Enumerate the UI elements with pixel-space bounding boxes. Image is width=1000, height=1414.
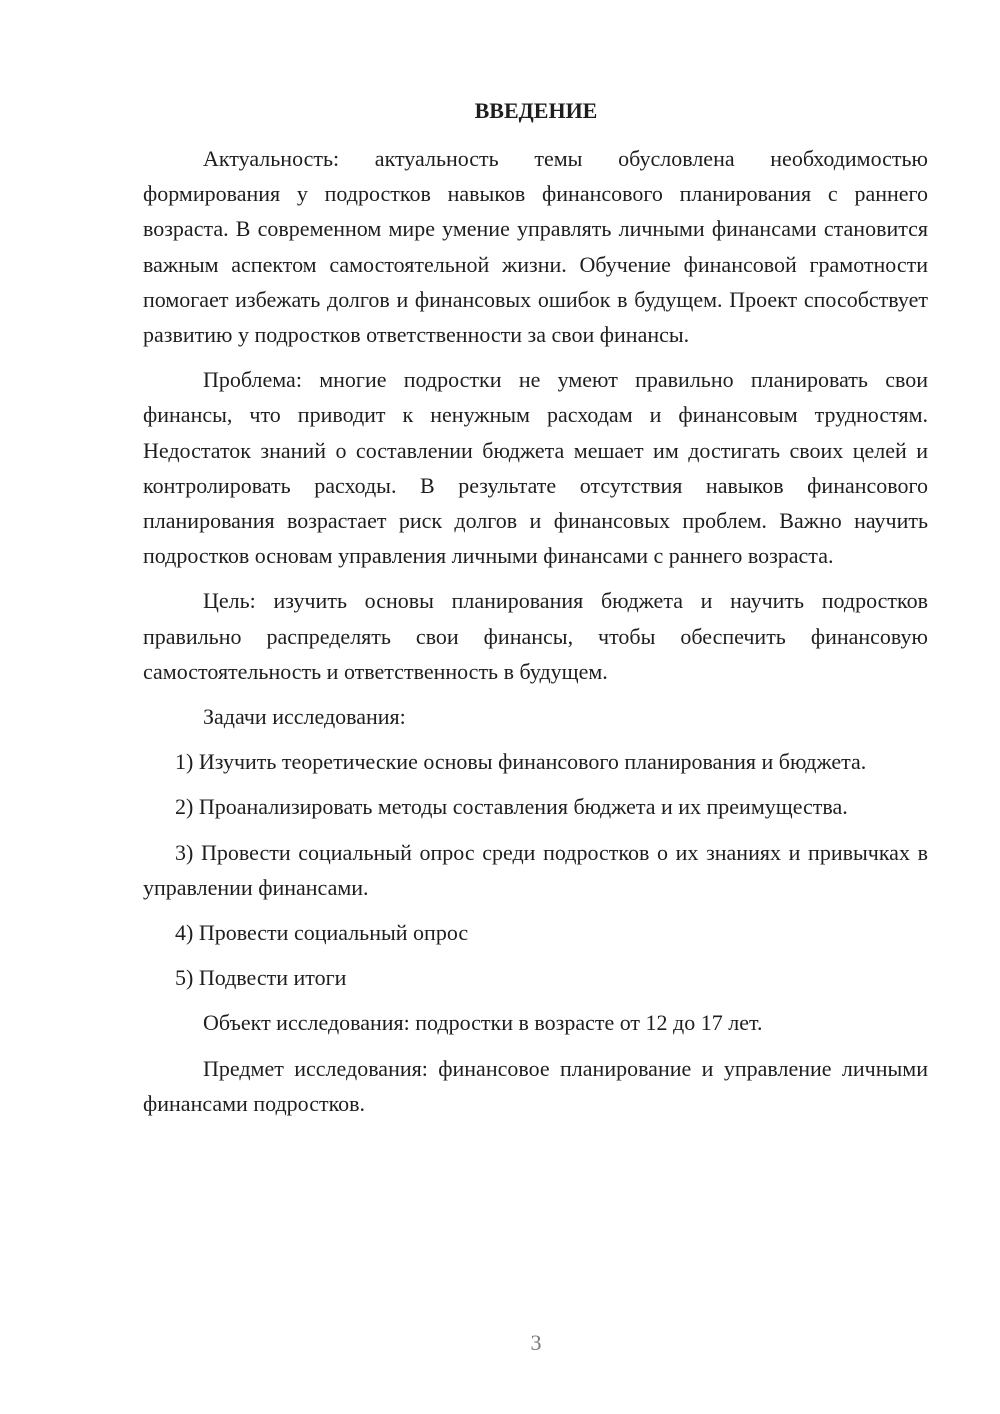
task-item-5: 5) Подвести итоги bbox=[175, 965, 347, 991]
tasks-heading: Задачи исследования: bbox=[203, 704, 406, 730]
page-number: 3 bbox=[530, 1330, 542, 1355]
task-item-2: 2) Проанализировать методы составления бюджета и их преимущества. bbox=[175, 794, 848, 820]
problem-paragraph: Проблема: многие подростки не умеют правильно планировать свои финансы, что приводит к ненужным расходам и финансовым трудностям. Недостаток знаний о составлении бюджета мешает им достигать своих целей и контролировать расходы. В результате отсутствия навыков финансового планирования возрастает риск долгов и финансовых проблем. Важно научить подростков основам управления личными финансами с раннего возраста. bbox=[143, 367, 928, 569]
goal-paragraph: Цель: изучить основы планирования бюджета и научить подростков правильно распределять свои финансы, чтобы обеспечить финансовую самостоятельность и ответственность в будущем. bbox=[143, 588, 928, 684]
section-title: ВВЕДЕНИЕ bbox=[474, 98, 598, 123]
relevance-paragraph: Актуальность: актуальность темы обусловлена необходимостью формирования у подростков навыков финансового планирования с раннего возраста. В современном мире умение управлять личными финансами становится важным аспектом самостоятельной жизни. Обучение финансовой грамотности помогает избежать долгов и финансовых ошибок в будущем. Проект способствует развитию у подростков ответственности за свои финансы. bbox=[143, 146, 928, 348]
subject-paragraph: Предмет исследования: финансовое планирование и управление личными финансами подростков. bbox=[143, 1055, 928, 1116]
task-item-3: 3) Провести социальный опрос среди подростков о их знаниях и привычках в управлении финансами. bbox=[143, 839, 928, 900]
task-item-4: 4) Провести социальный опрос bbox=[175, 920, 469, 946]
task-item-1: 1) Изучить теоретические основы финансового планирования и бюджета. bbox=[175, 749, 867, 775]
body-text bbox=[143, 141, 928, 1131]
object-paragraph: Объект исследования: подростки в возрасте от 12 до 17 лет. bbox=[203, 1010, 763, 1036]
